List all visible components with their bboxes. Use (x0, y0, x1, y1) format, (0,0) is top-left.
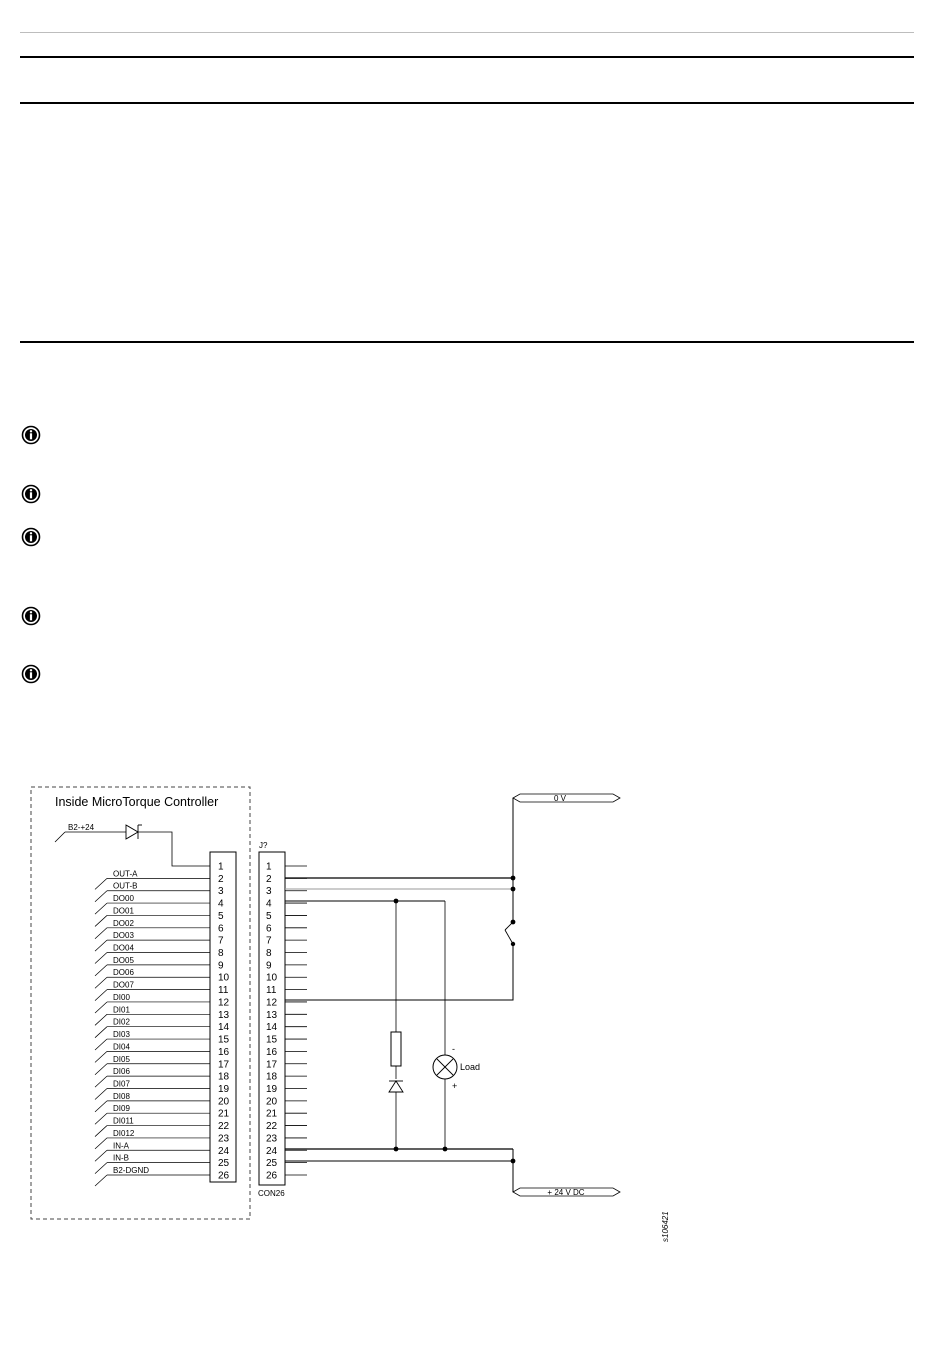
signal-label: OUT-B (113, 881, 138, 891)
connector-pin-number: 3 (266, 886, 272, 898)
controller-pin-number: 24 (218, 1145, 230, 1157)
connector-pin-number: 11 (266, 985, 277, 997)
signal-label: DI07 (113, 1079, 130, 1089)
signal-label: OUT-A (113, 869, 138, 879)
controller-pin-number: 8 (218, 948, 224, 960)
load-minus-label: - (452, 1044, 455, 1054)
controller-pin-number: 6 (218, 923, 224, 935)
figure-id: s106421 (661, 1211, 670, 1242)
signal-label: DI011 (113, 1116, 134, 1126)
controller-pin-number: 26 (218, 1170, 230, 1182)
info-icon (21, 425, 41, 445)
connector-pin-number: 18 (266, 1071, 278, 1083)
svg-text:+ 24 V DC: + 24 V DC (547, 1188, 585, 1197)
rail-0v (513, 794, 620, 803)
connector-pin-number: 20 (266, 1096, 278, 1108)
controller-pin-number: 7 (218, 935, 224, 947)
controller-pin-number: 13 (218, 1009, 230, 1021)
controller-pin-number: 15 (218, 1034, 230, 1046)
table-rule-middle (20, 102, 914, 104)
info-icon (21, 664, 41, 684)
controller-pin-number: 9 (218, 960, 224, 972)
header-thin-rule (20, 32, 914, 33)
supply-label: B2-+24 (68, 823, 95, 832)
svg-text:0 V: 0 V (553, 794, 567, 803)
connector-pin-number: 2 (266, 873, 272, 885)
controller-pin-number: 12 (218, 997, 230, 1009)
connector-pin-number: 5 (266, 910, 272, 922)
connector-pin-number: 21 (266, 1108, 278, 1120)
signal-label: DI04 (113, 1042, 130, 1052)
controller-pin-number: 18 (218, 1071, 230, 1083)
signal-label: DO03 (113, 931, 134, 941)
rail-24v (513, 1188, 620, 1197)
signal-label: DI05 (113, 1054, 130, 1064)
info-icon (21, 606, 41, 626)
connector-pin-number: 15 (266, 1034, 278, 1046)
signal-label: DI08 (113, 1091, 130, 1101)
controller-pin-number: 3 (218, 886, 224, 898)
load-plus-label: + (452, 1081, 458, 1091)
connector-pin-number: 13 (266, 1009, 278, 1021)
controller-pin-number: 11 (218, 985, 229, 997)
signal-label: DI01 (113, 1005, 130, 1015)
wiring-diagram (0, 770, 950, 1260)
controller-pin-number: 10 (218, 972, 230, 984)
connector-pin-number: 10 (266, 972, 278, 984)
connector-ref: J? (259, 841, 268, 850)
connector-pin-number: 1 (266, 861, 272, 873)
signal-label: DI03 (113, 1030, 130, 1040)
connector-pin-number: 7 (266, 935, 272, 947)
controller-pin-number: 19 (218, 1083, 230, 1095)
signal-label: DI02 (113, 1017, 130, 1027)
signal-label: IN-B (113, 1153, 129, 1163)
signal-label: DO05 (113, 955, 134, 965)
connector-name: CON26 (258, 1189, 285, 1198)
connector-pin-number: 26 (266, 1170, 278, 1182)
controller-signals (95, 862, 230, 1187)
connector-pin-number: 24 (266, 1145, 278, 1157)
connector-pin-number: 16 (266, 1046, 278, 1058)
connector-pin-number: 14 (266, 1022, 278, 1034)
connector-pin-number: 8 (266, 948, 272, 960)
controller-pin-number: 20 (218, 1096, 230, 1108)
resistor-symbol (391, 1032, 401, 1066)
controller-title: Inside MicroTorque Controller (55, 795, 219, 809)
controller-pin-number: 1 (218, 861, 224, 873)
connector-pin-number: 12 (266, 997, 278, 1009)
signal-label: DI09 (113, 1104, 130, 1114)
signal-label: DO01 (113, 906, 134, 916)
connector-pin-number: 6 (266, 923, 272, 935)
switch-contact (505, 922, 513, 930)
controller-pin-number: 2 (218, 873, 224, 885)
signal-label: DO04 (113, 943, 134, 953)
controller-pin-number: 17 (218, 1059, 230, 1071)
signal-label: DO07 (113, 980, 134, 990)
signal-label: DI012 (113, 1128, 135, 1138)
info-icon (21, 484, 41, 504)
connector-pin-number: 19 (266, 1083, 278, 1095)
signal-label: B2-DGND (113, 1166, 150, 1175)
controller-pin-number: 4 (218, 898, 224, 910)
connector-pin-number: 22 (266, 1121, 278, 1133)
wire-pin12-switch (285, 944, 513, 1000)
table-rule-bottom (20, 341, 914, 343)
connector-pin-number: 4 (266, 898, 272, 910)
controller-pin-number: 14 (218, 1022, 230, 1034)
connector-pin-number: 9 (266, 960, 272, 972)
controller-pin-number: 21 (218, 1108, 230, 1120)
load-lamp-symbol (433, 1055, 457, 1079)
controller-pin-number: 23 (218, 1133, 230, 1145)
controller-pin-number: 25 (218, 1158, 230, 1170)
signal-label: IN-A (113, 1141, 129, 1151)
connector-pin-number: 23 (266, 1133, 278, 1145)
controller-pin-number: 16 (218, 1046, 230, 1058)
connector-pins (266, 862, 307, 1182)
table-rule-top (20, 56, 914, 58)
signal-label: DO06 (113, 968, 134, 978)
signal-label: DO02 (113, 918, 134, 928)
connector-pin-number: 25 (266, 1158, 278, 1170)
load-label: Load (460, 1062, 481, 1072)
controller-pin-number: 5 (218, 910, 224, 922)
signal-label: DI06 (113, 1067, 130, 1077)
info-icon (21, 527, 41, 547)
connector-pin-number: 17 (266, 1059, 278, 1071)
signal-label: DO00 (113, 894, 134, 904)
diode-symbol-2 (389, 1081, 403, 1092)
signal-label: DI00 (113, 992, 130, 1002)
controller-pin-number: 22 (218, 1121, 230, 1133)
